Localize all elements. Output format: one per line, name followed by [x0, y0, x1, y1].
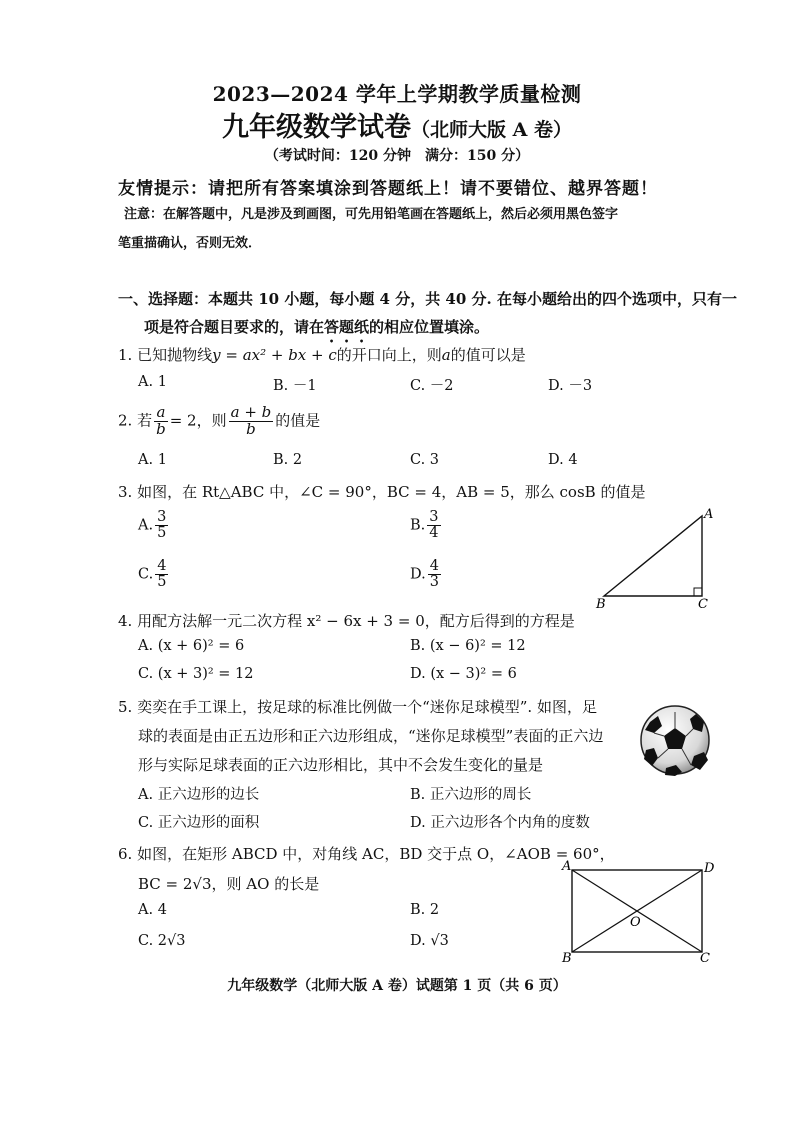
q2-option-d: D. 4 [548, 452, 578, 468]
question-number: 3. [118, 483, 133, 501]
option-label: D. [410, 566, 426, 583]
question-number: 5. [118, 698, 133, 716]
q5-option-c: C. 正六边形的面积 [138, 815, 260, 831]
question-5-line-2: 球的表面是由正五边形和正六边形组成，“迷你足球模型”表面的正六边 [138, 727, 604, 745]
q5-option-b: B. 正六边形的周长 [410, 787, 532, 803]
right-triangle-figure [592, 504, 722, 612]
vertex-label-b: B [596, 597, 606, 612]
fraction-numerator: 4 [157, 558, 167, 574]
question-number: 2. [118, 411, 133, 430]
question-text: 如图，在 Rt△ABC 中，∠C = 90°，BC = 4，AB = 5，那么 cosB 的值是 [137, 483, 646, 501]
q1-option-a: A. 1 [138, 374, 167, 390]
question-5-line-3: 形与实际足球表面的正六边形相比，其中不会发生变化的量是 [138, 756, 544, 774]
fraction-denominator: 5 [157, 574, 167, 591]
fraction-a-plus-b-over-b [229, 405, 274, 438]
option-fraction [155, 559, 168, 590]
question-4-stem [118, 610, 575, 631]
section-heading-emphasis: 答题纸 [324, 318, 370, 336]
fraction-numerator: a + b [230, 403, 272, 421]
question-1-stem [118, 344, 526, 365]
question-3-stem [118, 481, 645, 502]
exam-period-title: 2023—2024 学年上学期教学质量检测 [212, 82, 582, 106]
note-line-1: 注意：在解答题中，凡是涉及到画图，可先用铅笔画在答题纸上，然后必须用黑色签字 [124, 207, 619, 222]
parabola-equation: y = ax² + bx + c [212, 346, 337, 364]
question-number: 4. [118, 612, 133, 630]
q1-option-d: D. －3 [548, 378, 593, 394]
exam-time-info: （考试时间：120 分钟 满分：150 分） [264, 148, 530, 164]
question-5-line-1 [118, 696, 597, 717]
question-text: 用配方法解一元二次方程 x² − 6x + 3 = 0，配方后得到的方程是 [137, 612, 575, 630]
section-heading-line-2 [144, 316, 489, 346]
option-fraction [428, 559, 441, 590]
friendly-tip: 友情提示：请把所有答案填涂到答题纸上！请不要错位、越界答题！ [118, 179, 658, 199]
question-text: 若 [137, 411, 153, 430]
q2-option-a: A. 1 [138, 452, 167, 468]
q3-option-a [138, 510, 170, 541]
question-6-line-1 [118, 843, 615, 864]
vertex-label-d: D [704, 861, 715, 876]
question-6-line-2: BC = 2√3，则 AO 的长是 [138, 875, 320, 893]
question-number: 6. [118, 845, 133, 863]
section-heading-text: 项是符合题目要求的，请在 [144, 318, 325, 336]
fraction-denominator: b [246, 419, 256, 438]
question-text: 的值可以是 [450, 346, 526, 364]
option-label: B. [410, 517, 426, 534]
fraction-numerator: a [154, 405, 168, 422]
q4-option-d: D. (x − 3)² = 6 [410, 666, 517, 682]
fraction-denominator: 5 [157, 525, 167, 542]
q6-option-d: D. √3 [410, 933, 449, 949]
q4-option-b: B. (x − 6)² = 12 [410, 638, 526, 654]
option-fraction [427, 510, 440, 541]
fraction-denominator: b [156, 419, 166, 438]
right-angle-mark [694, 588, 702, 596]
section-heading-text-end: 的相应位置填涂。 [369, 318, 490, 336]
vertex-label-c: C [700, 951, 710, 966]
option-label: C. [138, 566, 154, 583]
fraction-numerator: 3 [429, 509, 439, 525]
q1-option-c: C. －2 [410, 378, 454, 394]
q3-option-c [138, 559, 170, 590]
option-fraction [155, 510, 168, 541]
question-number: 1. [118, 346, 133, 364]
fraction-numerator: 4 [429, 558, 439, 574]
q5-option-a: A. 正六边形的边长 [138, 787, 260, 803]
question-text: 如图，在矩形 ABCD 中，对角线 AC，BD 交于点 O，∠AOB = 60°， [137, 845, 615, 863]
question-text: 的开口向上，则 [336, 346, 442, 364]
center-label-o: O [630, 915, 641, 930]
q6-option-b: B. 2 [410, 902, 440, 918]
question-text: = 2，则 [169, 411, 227, 430]
option-label: A. [138, 517, 154, 534]
q2-option-b: B. 2 [273, 452, 303, 468]
soccer-ball-icon [638, 702, 712, 778]
exam-title-edition: （北师大版 A 卷） [411, 119, 572, 141]
note-line-2: 笔重描确认，否则无效． [118, 236, 262, 251]
question-text: 的值是 [275, 411, 321, 430]
q1-option-b: B. －1 [273, 378, 317, 394]
question-2-stem [118, 405, 320, 438]
q5-option-d: D. 正六边形各个内角的度数 [410, 815, 590, 831]
fraction-denominator: 3 [429, 574, 439, 591]
vertex-label-b: B [562, 951, 572, 966]
q2-option-c: C. 3 [410, 452, 440, 468]
q3-option-d [410, 559, 443, 590]
vertex-label-c: C [698, 597, 708, 612]
q6-option-a: A. 4 [138, 902, 167, 918]
fraction-numerator: 3 [157, 509, 167, 525]
q6-option-c: C. 2√3 [138, 933, 186, 949]
vertex-label-a: A [562, 859, 572, 874]
page-footer: 九年级数学（北师大版 A 卷）试题第 1 页（共 6 页） [227, 978, 567, 994]
triangle-abc [604, 516, 702, 596]
rectangle-abcd-figure [556, 858, 716, 966]
exam-title-main: 九年级数学试卷 [222, 112, 411, 143]
exam-title [0, 105, 794, 144]
question-text: 奕奕在手工课上，按足球的标准比例做一个“迷你足球模型”. 如图，足 [137, 698, 597, 716]
vertex-label-a: A [704, 507, 714, 522]
q3-option-b [410, 510, 443, 541]
q4-option-c: C. (x + 3)² = 12 [138, 666, 254, 682]
section-heading-line-1: 一、选择题：本题共 10 小题，每小题 4 分，共 40 分. 在每小题给出的四个选项中，只有一 [118, 290, 737, 308]
q4-option-a: A. (x + 6)² = 6 [138, 638, 245, 654]
variable-a: a [441, 346, 451, 364]
question-text: 已知抛物线 [137, 346, 213, 364]
fraction-denominator: 4 [429, 525, 439, 542]
fraction-a-over-b [154, 405, 168, 438]
